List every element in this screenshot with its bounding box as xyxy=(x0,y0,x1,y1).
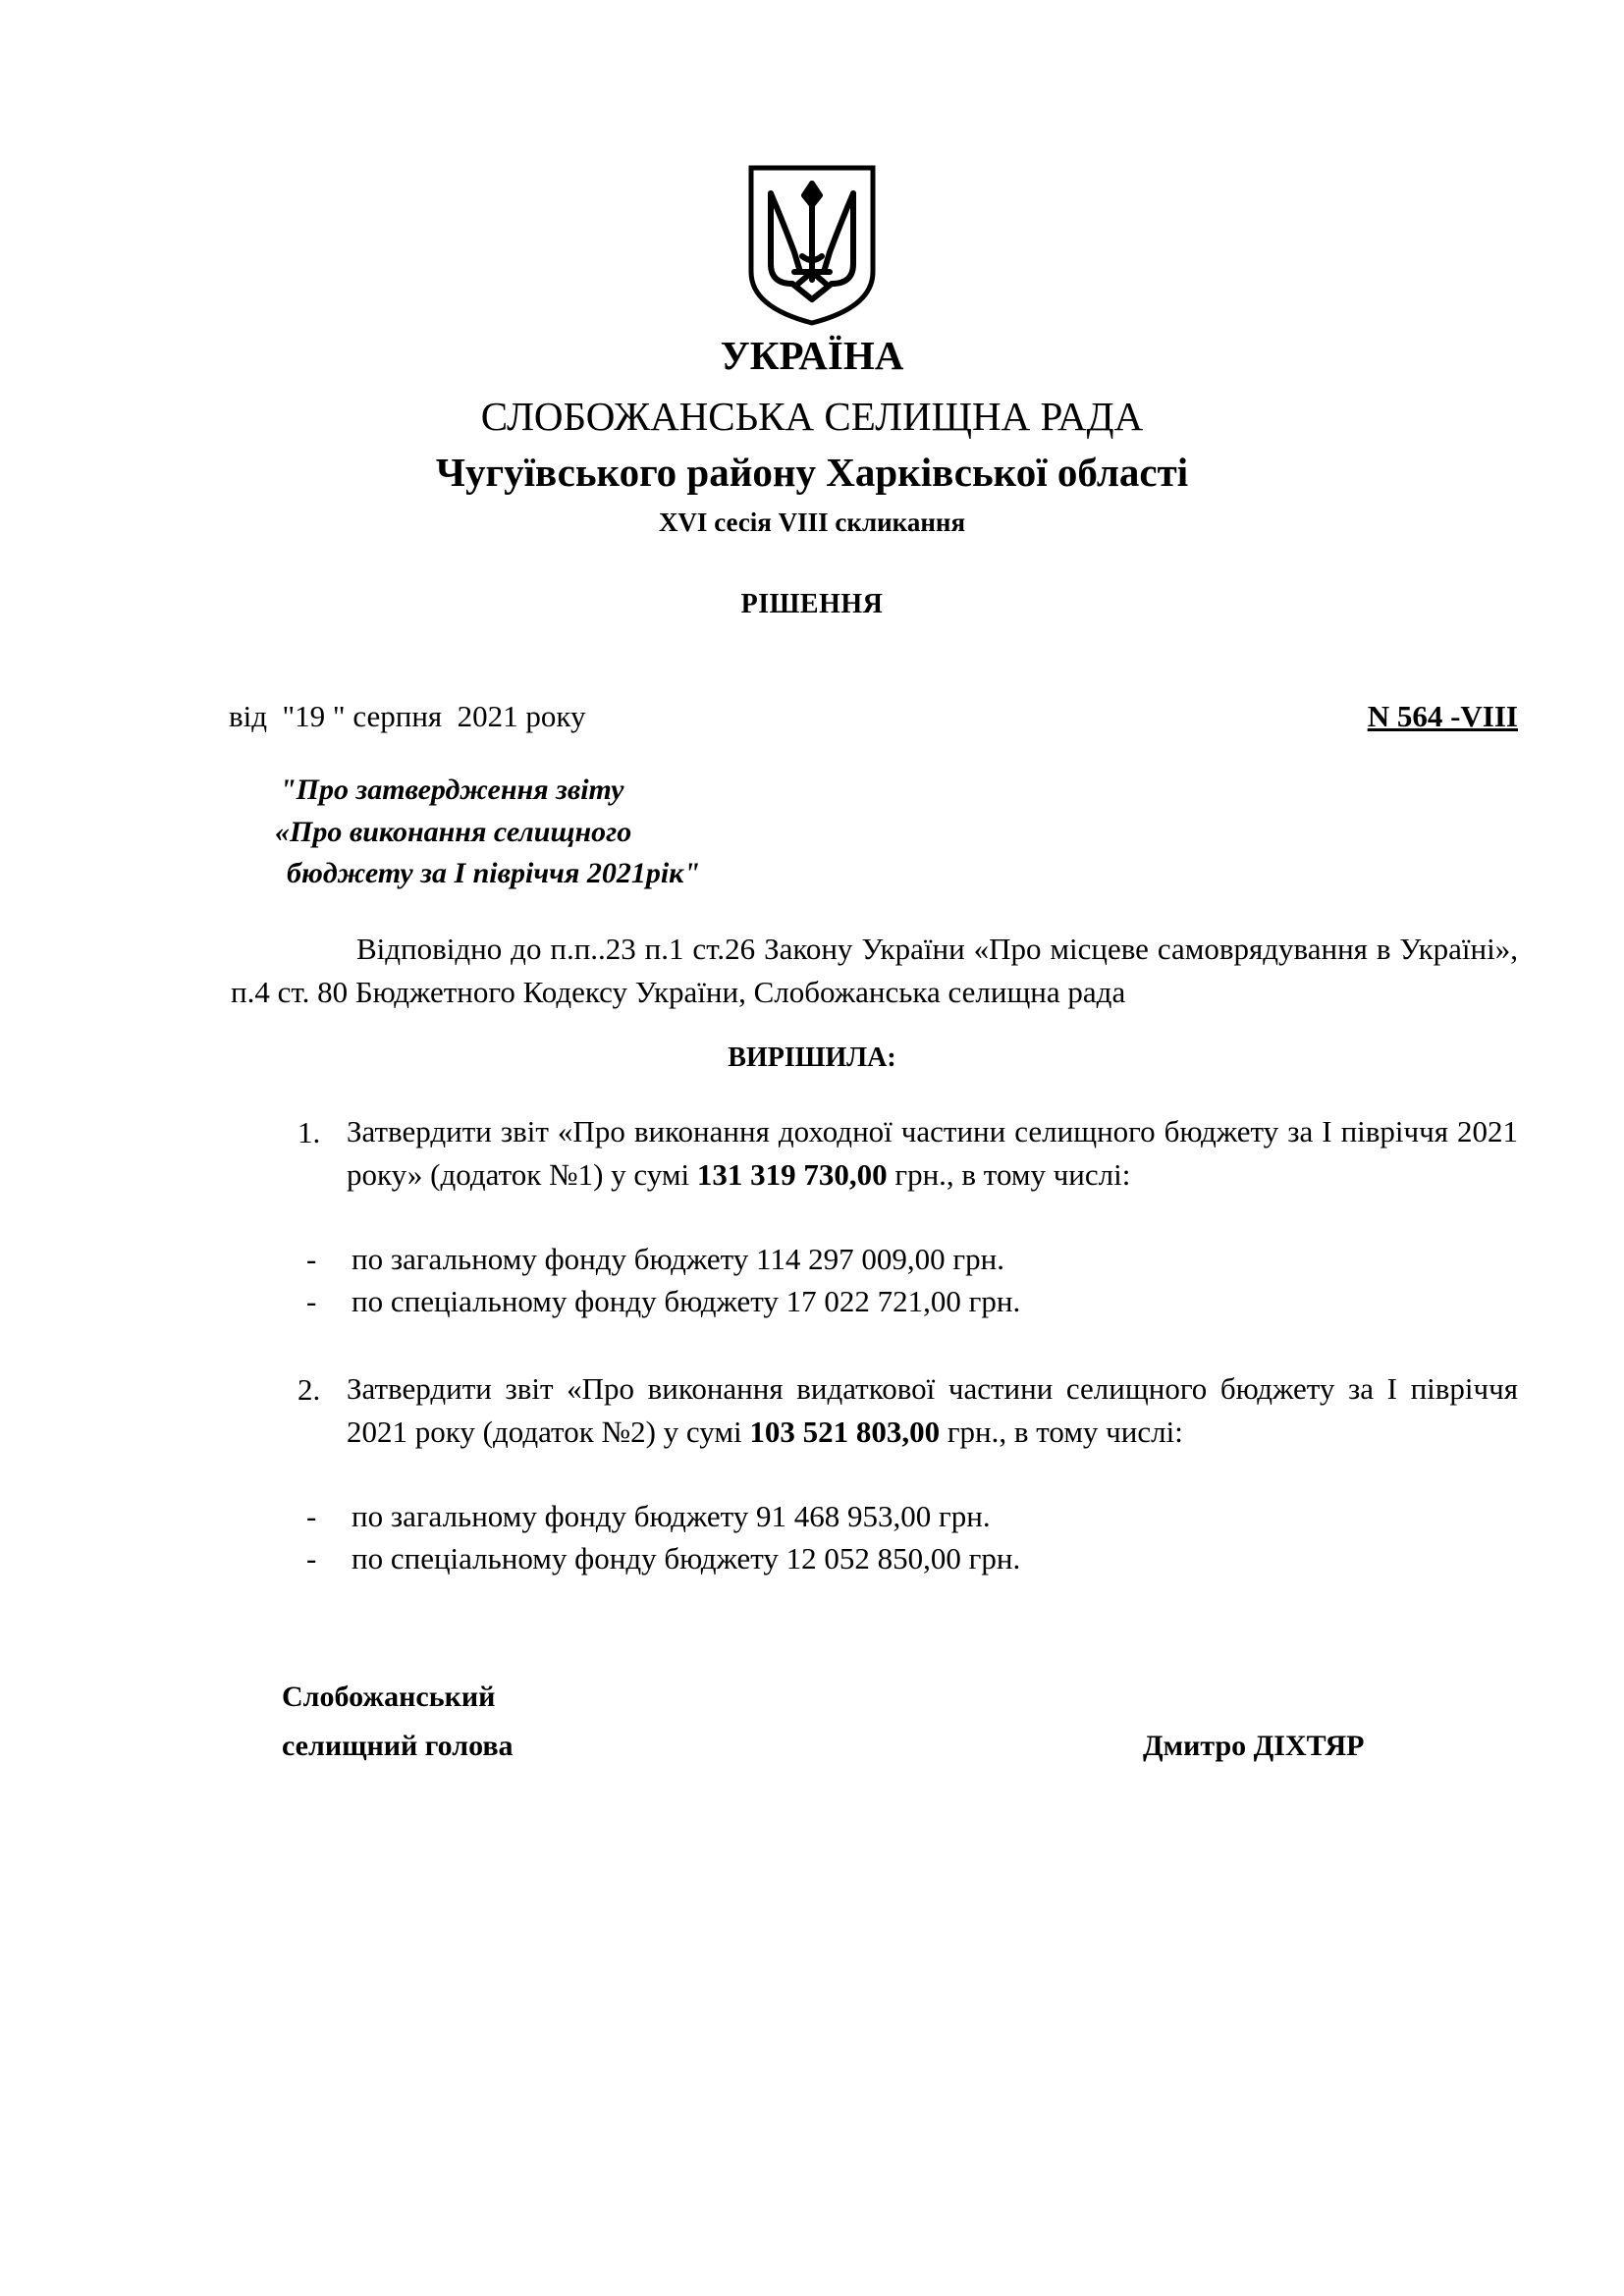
item-text-after: грн., в тому числі: xyxy=(940,1415,1183,1449)
subitem-dash: - xyxy=(306,1499,317,1533)
country-heading: УКРАЇНА xyxy=(720,333,904,378)
preamble-paragraph xyxy=(231,928,1518,1014)
council-heading: СЛОБОЖАНСЬКА СЕЛИЩНА РАДА xyxy=(480,394,1144,439)
signature-name: Дмитро ДІХТЯР xyxy=(1143,1730,1365,1762)
subject-line-2: «Про виконання селищного xyxy=(275,816,632,848)
subitem-text: по загальному фонду бюджету 114 297 009,00 грн. xyxy=(352,1242,1004,1276)
item-text-after: грн., в тому числі: xyxy=(887,1157,1131,1192)
subject-line-1: "Про затвердження звіту xyxy=(280,774,624,806)
item-number: 1. xyxy=(298,1115,321,1149)
item-text-before: Затвердити звіт «Про виконання видаткової частини селищного бюджету за І півріччя 2021 року (додаток №2) у сумі xyxy=(347,1371,1518,1449)
document-number: N 564 -VIII xyxy=(1367,699,1518,733)
subitem-dash: - xyxy=(306,1541,317,1575)
item-amount: 131 319 730,00 xyxy=(696,1157,888,1192)
item-text-before: Затвердити звіт «Про виконання доходної частини селищного бюджету за І півріччя 2021 року» (додаток №1) у сумі xyxy=(347,1114,1518,1192)
document-date: від "19 " серпня 2021 року xyxy=(229,699,586,733)
district-heading: Чугуївського району Харківської області xyxy=(435,450,1189,495)
item-text xyxy=(347,1367,1518,1454)
decision-title: РІШЕННЯ xyxy=(740,589,884,619)
subitem-dash: - xyxy=(306,1284,317,1318)
subitem-text: по спеціальному фонду бюджету 12 052 850,00 грн. xyxy=(352,1541,1021,1575)
subitem-text: по спеціальному фонду бюджету 17 022 721,00 грн. xyxy=(352,1284,1021,1318)
session-heading: XVI сесія VIII скликання xyxy=(658,507,966,537)
signature-title-line-2: селищний голова xyxy=(282,1730,514,1762)
signature-title-line-1: Слобожанський xyxy=(282,1681,496,1713)
item-text xyxy=(347,1110,1518,1197)
preamble-text: Відповідно до п.п..23 п.1 ст.26 Закону України «Про місцеве самоврядування в Україні», п.4 ст. 80 Бюджетного Кодексу України, Слобожанська селищна рада xyxy=(231,932,1518,1009)
item-amount: 103 521 803,00 xyxy=(749,1415,941,1449)
item-number: 2. xyxy=(298,1372,321,1407)
coat-of-arms-icon xyxy=(743,162,881,329)
subitem-text: по загальному фонду бюджету 91 468 953,00 грн. xyxy=(352,1499,991,1533)
resolved-label: ВИРІШИЛА: xyxy=(728,1042,896,1073)
subitem-dash: - xyxy=(306,1242,317,1276)
subject-line-3: бюджету за І півріччя 2021рік" xyxy=(287,857,701,889)
